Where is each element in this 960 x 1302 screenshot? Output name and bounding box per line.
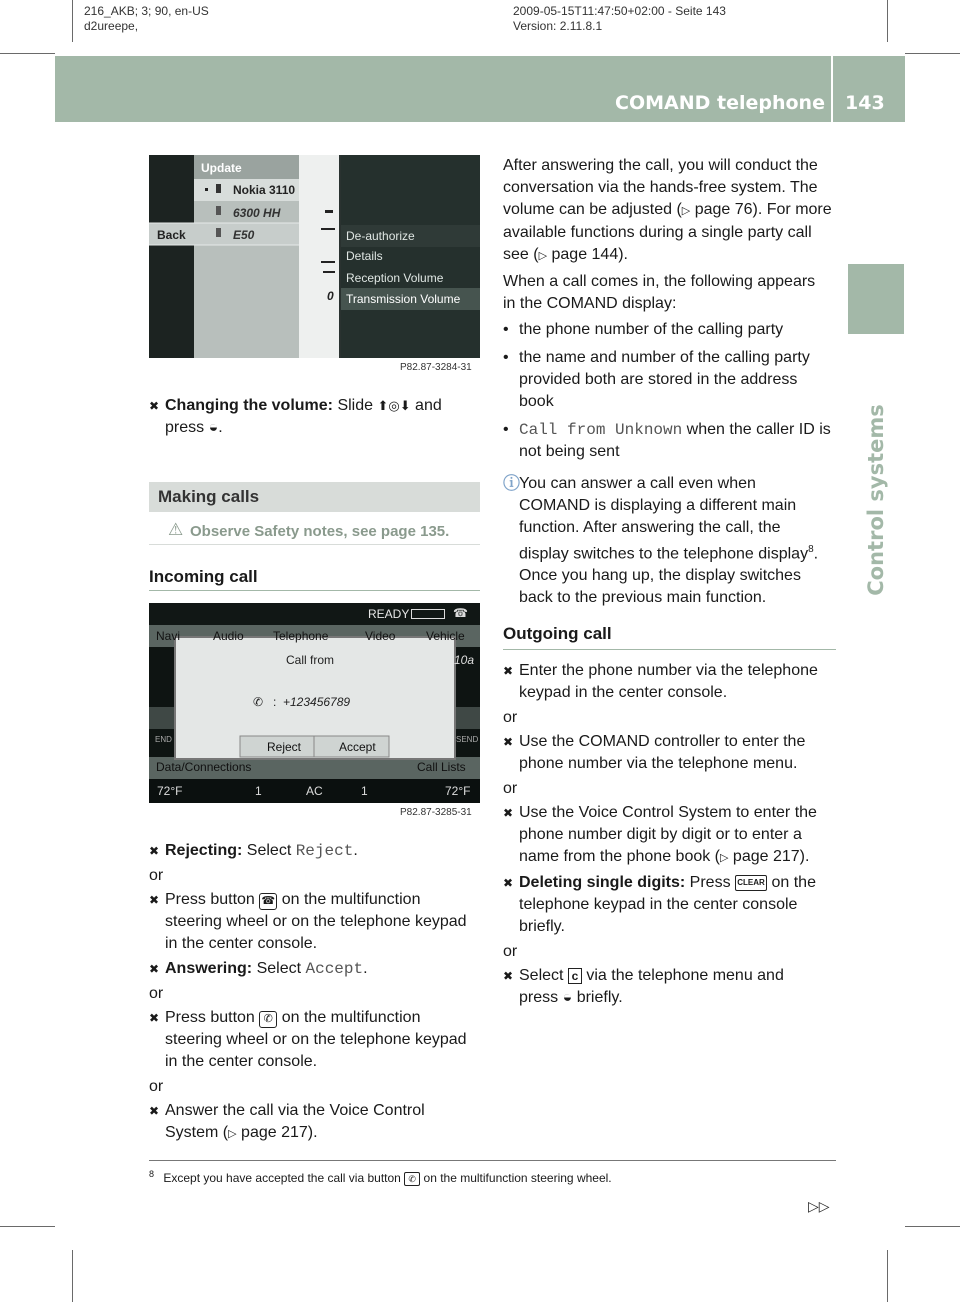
ui-label-unknown: Call from Unknown <box>519 421 683 439</box>
header-divider <box>831 56 833 122</box>
bottom-right-label: Call Lists <box>417 760 466 774</box>
phone-item: 6300 HH <box>233 206 281 220</box>
c-key-icon: c <box>568 968 582 984</box>
main-tab: Audio <box>213 629 244 643</box>
end-key: END <box>155 735 172 744</box>
printer-line: 216_AKB; 3; 90, en-US <box>84 4 209 18</box>
step-label: Deleting single digits: <box>519 874 686 892</box>
climate-item: AC <box>306 784 323 798</box>
text-line: available functions during a single party call <box>503 224 812 241</box>
step-arrow-icon: ✖ <box>503 806 514 821</box>
text-line: phone number digit by digit or to enter a <box>519 826 802 844</box>
bullet-item <box>503 419 836 463</box>
text-line: Once you hang up, the display switches <box>519 567 801 585</box>
text-line: Use the Voice Control System to enter the <box>519 804 817 822</box>
step-text: Press button <box>165 891 260 908</box>
crop-mark <box>72 1250 73 1302</box>
text-line: back to the previous main function. <box>519 589 767 607</box>
text-line: when the caller ID is <box>682 421 831 438</box>
controller-slide-icon: ⬆◎⬇ <box>377 398 411 413</box>
menu-item: Reception Volume <box>346 271 444 285</box>
text-line: name from the phone book ( <box>519 848 721 866</box>
text-line: Press <box>685 874 736 892</box>
controller-press-icon: ◒ <box>562 989 573 1007</box>
step-answer <box>149 958 484 980</box>
side-tab-block <box>848 264 904 334</box>
page-ref-icon: ▷ <box>228 1128 237 1140</box>
climate-item: 1 <box>361 784 368 798</box>
or-text: or <box>149 1078 164 1095</box>
or-text: or <box>503 780 518 798</box>
text-line: provided both are stored in the address <box>519 371 798 388</box>
caller-colon: : <box>273 695 277 709</box>
warning-text: Observe Safety notes, see page 135. <box>190 523 450 540</box>
step-label: Changing the volume: <box>165 397 333 414</box>
section-title: Making calls <box>158 487 260 506</box>
subheading: Incoming call <box>149 567 258 586</box>
text-line: the name and number of the calling party <box>519 349 810 366</box>
controller-press-icon: ◒ <box>208 419 219 436</box>
or-text: or <box>149 985 164 1002</box>
printer-meta-right <box>513 4 726 34</box>
menu-back: Back <box>157 228 186 242</box>
crop-mark <box>905 53 960 54</box>
text-line: page 76). For more <box>690 201 832 218</box>
step-text: Select <box>242 842 296 859</box>
figure-code: P82.87-3285-31 <box>400 807 472 818</box>
step-arrow-icon: ✖ <box>503 735 514 750</box>
text-line: . <box>813 545 819 563</box>
step-text: Answer the call via the Voice Control <box>165 1102 425 1119</box>
text-line: Select <box>519 967 568 985</box>
phone-item: E50 <box>233 228 255 242</box>
answer-button-icon: ✆ <box>259 1011 277 1028</box>
text-line: function. After answering the call, the <box>519 519 781 536</box>
step-text: on the multifunction <box>277 891 421 908</box>
step-arrow-icon: ✖ <box>149 893 160 907</box>
call-from-title: Call from <box>286 653 335 667</box>
footnote-number: 8 <box>149 1169 155 1179</box>
text-line: conversation via the hands-free system. The <box>503 179 818 196</box>
info-icon: ⓘ <box>503 474 520 493</box>
step-text: and <box>410 397 442 414</box>
step-arrow-icon: ✖ <box>149 1011 160 1025</box>
text-line: Use the COMAND controller to enter the <box>519 733 806 751</box>
page-ref-icon: ▷ <box>720 852 729 865</box>
main-tab: Navi <box>156 629 181 643</box>
main-tab: Video <box>365 629 396 643</box>
figure-code: P82.87-3284-31 <box>400 362 472 373</box>
accept-button[interactable]: Accept <box>339 740 376 754</box>
text-line: in the COMAND display: <box>503 295 677 312</box>
clear-key-icon: CLEAR <box>735 875 767 891</box>
step-text: in the center console. <box>165 1053 318 1070</box>
step-text: in the center console. <box>165 935 318 952</box>
page-number: 143 <box>845 92 885 114</box>
text-line: You can answer a call even when <box>519 475 756 492</box>
step-arrow-icon: ✖ <box>149 399 160 413</box>
answer-button-icon: ✆ <box>404 1172 420 1186</box>
hangup-button-icon: ☎ <box>259 893 277 910</box>
step-text: Slide <box>333 397 378 414</box>
step-delete-digits <box>503 872 836 938</box>
warning-icon: ⚠ <box>168 520 184 539</box>
text-line: volume can be adjusted ( <box>503 201 682 218</box>
climate-item: 1 <box>255 784 262 798</box>
clock: 10a <box>454 653 475 667</box>
bullet-icon: • <box>503 349 509 366</box>
text-line: not being sent <box>519 443 620 460</box>
menu-item: De-authorize <box>346 229 415 243</box>
step-text: press <box>165 419 209 436</box>
left-column-top <box>149 395 484 439</box>
phone-item: Nokia 3110 <box>233 183 296 197</box>
step-controller <box>503 731 836 775</box>
crop-mark <box>887 1250 888 1302</box>
text-line: Enter the phone number via the telephone <box>519 662 818 680</box>
text-line: page 144). <box>547 246 628 263</box>
step-text: page 217). <box>236 1124 318 1141</box>
step-text: Press button <box>165 1009 260 1026</box>
printer-line: d2ureepe, <box>84 19 139 33</box>
send-key: SEND <box>456 735 479 744</box>
step-label: Answering: <box>165 960 253 977</box>
step-select-c <box>503 965 836 1009</box>
step-text: steering wheel or on the telephone keypad <box>165 913 467 930</box>
menu-item: Details <box>346 249 383 263</box>
step-arrow-icon: ✖ <box>503 969 514 984</box>
bullet-item <box>503 319 836 341</box>
or-text: or <box>503 943 518 961</box>
main-tab: Telephone <box>273 629 329 643</box>
step-voice-control <box>503 802 836 869</box>
step-arrow-icon: ✖ <box>149 962 160 976</box>
text-line: see ( <box>503 246 539 263</box>
footnote-ref: 8 <box>808 544 814 555</box>
right-column <box>503 155 836 1009</box>
climate-item: 72°F <box>445 784 471 798</box>
text-line: When a call comes in, the following appears <box>503 273 816 290</box>
crop-mark <box>905 1226 960 1227</box>
phone-status-icon: ☎ <box>453 606 468 620</box>
text-line: telephone keypad in the center console <box>519 896 798 914</box>
bullet-icon: • <box>503 421 509 438</box>
text-line: the phone number of the calling party <box>519 321 784 338</box>
left-column-steps <box>149 840 484 1145</box>
step-text: Select <box>252 960 306 977</box>
status-ready: READY <box>368 607 410 621</box>
step-volume <box>149 395 484 439</box>
page-title: COMAND telephone <box>615 92 825 114</box>
ui-label-reject: Reject <box>295 842 354 860</box>
footnote-rule <box>149 1160 836 1161</box>
figure-bluetooth-menu <box>149 155 480 358</box>
step-arrow-icon: ✖ <box>503 664 514 679</box>
text-line: page 217). <box>728 848 810 866</box>
step-text: . <box>353 842 358 859</box>
page-ref-icon: ▷ <box>538 250 548 262</box>
paragraph <box>503 271 836 315</box>
subheading-rule <box>503 649 836 650</box>
text-line: display switches to the telephone display <box>519 545 809 563</box>
step-text: steering wheel or on the telephone keypad <box>165 1031 467 1048</box>
menu-item-selected: Transmission Volume <box>346 292 461 306</box>
text-line: book <box>519 393 554 410</box>
caller-number: +123456789 <box>283 695 351 709</box>
continue-mark: ▷▷ <box>808 1198 830 1214</box>
footnote-text: on the multifunction steering wheel. <box>420 1171 612 1185</box>
menu-update: Update <box>201 161 242 175</box>
step-text: System ( <box>165 1124 229 1141</box>
climate-item: 72°F <box>157 784 183 798</box>
battery-icon <box>411 609 445 619</box>
step-text: . <box>218 419 223 436</box>
step-arrow-icon: ✖ <box>503 876 514 891</box>
step-text: on the multifunction <box>277 1009 421 1026</box>
footnote-text: Except you have accepted the call via button <box>163 1171 405 1185</box>
figure-incoming-call <box>149 603 480 803</box>
printer-line: Version: 2.11.8.1 <box>513 19 603 33</box>
handset-icon: ✆ <box>253 695 264 709</box>
step-press-hangup <box>149 889 484 955</box>
side-tab-label: Control systems <box>864 404 888 596</box>
step-label: Rejecting: <box>165 842 243 859</box>
text-line: via the telephone menu and <box>581 967 784 985</box>
volume-zero: 0 <box>327 289 334 303</box>
crop-mark <box>887 0 888 42</box>
bullet-icon: • <box>503 321 509 338</box>
crop-mark <box>0 1226 55 1227</box>
ui-label-accept: Accept <box>305 960 364 978</box>
text-line: on the <box>767 874 816 892</box>
text-line: After answering the call, you will conduct the <box>503 157 818 174</box>
reject-button[interactable]: Reject <box>267 740 302 754</box>
or-text: or <box>503 709 518 727</box>
step-arrow-icon: ✖ <box>149 1104 160 1118</box>
page-ref-icon: ▷ <box>681 205 691 217</box>
step-text: . <box>363 960 368 977</box>
main-tab: Vehicle <box>426 629 465 643</box>
crop-mark <box>0 53 55 54</box>
step-reject <box>149 840 484 862</box>
footnote <box>149 1166 612 1186</box>
step-voice <box>149 1100 484 1145</box>
step-press-answer <box>149 1007 484 1073</box>
printer-meta-left <box>84 4 209 34</box>
text-line: briefly. <box>572 989 623 1007</box>
subheading: Outgoing call <box>503 624 612 644</box>
bottom-left-label: Data/Connections <box>156 760 252 774</box>
crop-mark <box>72 0 73 42</box>
subheading-rule <box>149 590 480 591</box>
printer-line: 2009-05-15T11:47:50+02:00 - Seite 143 <box>513 4 726 18</box>
or-text: or <box>149 867 164 884</box>
paragraph <box>503 155 836 267</box>
text-line: phone number via the telephone menu. <box>519 755 798 773</box>
step-arrow-icon: ✖ <box>149 844 160 858</box>
step-keypad <box>503 660 836 704</box>
info-note <box>503 473 836 609</box>
text-line: briefly. <box>519 918 565 936</box>
bullet-item <box>503 347 836 413</box>
text-line: press <box>519 989 563 1007</box>
text-line: COMAND is displaying a different main <box>519 497 797 514</box>
text-line: keypad in the center console. <box>519 684 728 702</box>
